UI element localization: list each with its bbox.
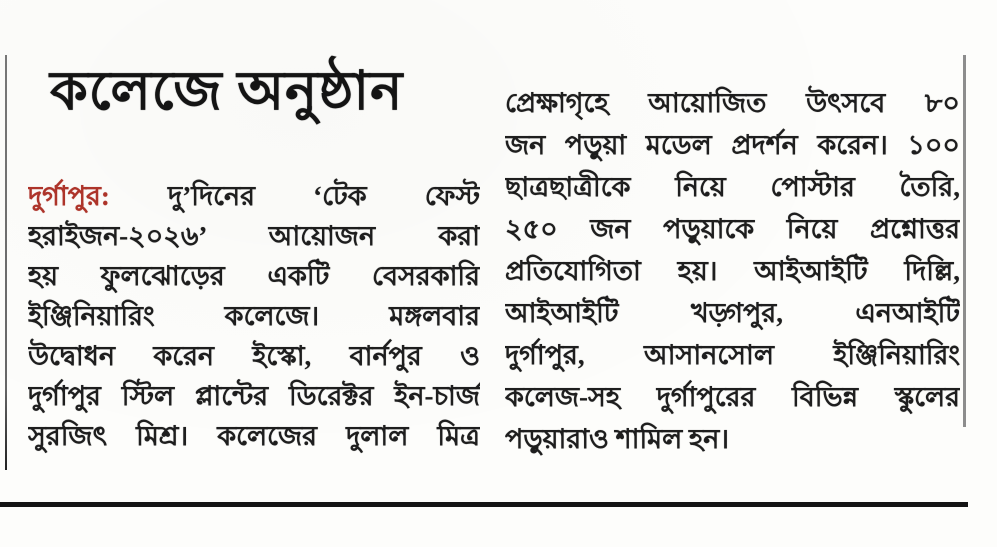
article-right-column [505, 82, 960, 460]
article-line: ২৫০ জন পড়ুয়াকে নিয়ে প্রশ্নোত্তর [505, 214, 960, 244]
bottom-rule [0, 502, 968, 507]
article-line: ইঞ্জিনিয়ারিং কলেজে। মঙ্গলবার [28, 301, 480, 331]
article-line: আইআইটি খড়্গপুর, এনআইটি [505, 298, 960, 328]
article-line: দুর্গাপুর স্টিল প্লান্টের ডিরেক্টর ইন-চার্জ [28, 381, 480, 411]
article-left-column [28, 176, 480, 456]
article-line: দুর্গাপুর, আসানসোল ইঞ্জিনিয়ারিং [505, 340, 960, 370]
column-separator-left [5, 55, 7, 470]
article-line: সুরজিৎ মিশ্র। কলেজের দুলাল মিত্র [28, 421, 480, 451]
headline: কলেজে অনুষ্ঠান [50, 61, 404, 121]
article-line: প্রেক্ষাগৃহে আয়োজিত উৎসবে ৮০ [505, 88, 960, 118]
article-line: পড়ুয়ারাও শামিল হন। [505, 424, 729, 454]
column-separator-right [963, 55, 966, 427]
article-line: উদ্বোধন করেন ইস্কো, বার্নপুর ও [28, 341, 480, 371]
dateline: দুর্গাপুর: [28, 181, 110, 211]
article-line: জন পড়ুয়া মডেল প্রদর্শন করেন। ১০০ [505, 130, 960, 160]
article-line: হরাইজন-২০২৬’ আয়োজন করা [28, 221, 480, 251]
article-line: ছাত্রছাত্রীকে নিয়ে পোস্টার তৈরি, [505, 172, 960, 202]
article-line [28, 176, 480, 216]
article-line: হয় ফুলঝোড়ের একটি বেসরকারি [28, 261, 480, 291]
article-line: কলেজ-সহ দুর্গাপুরের বিভিন্ন স্কুলের [505, 382, 960, 412]
article-line-text: দু’দিনের ‘টেক ফেস্ট [168, 181, 480, 211]
article-line: প্রতিযোগিতা হয়। আইআইটি দিল্লি, [505, 256, 960, 286]
